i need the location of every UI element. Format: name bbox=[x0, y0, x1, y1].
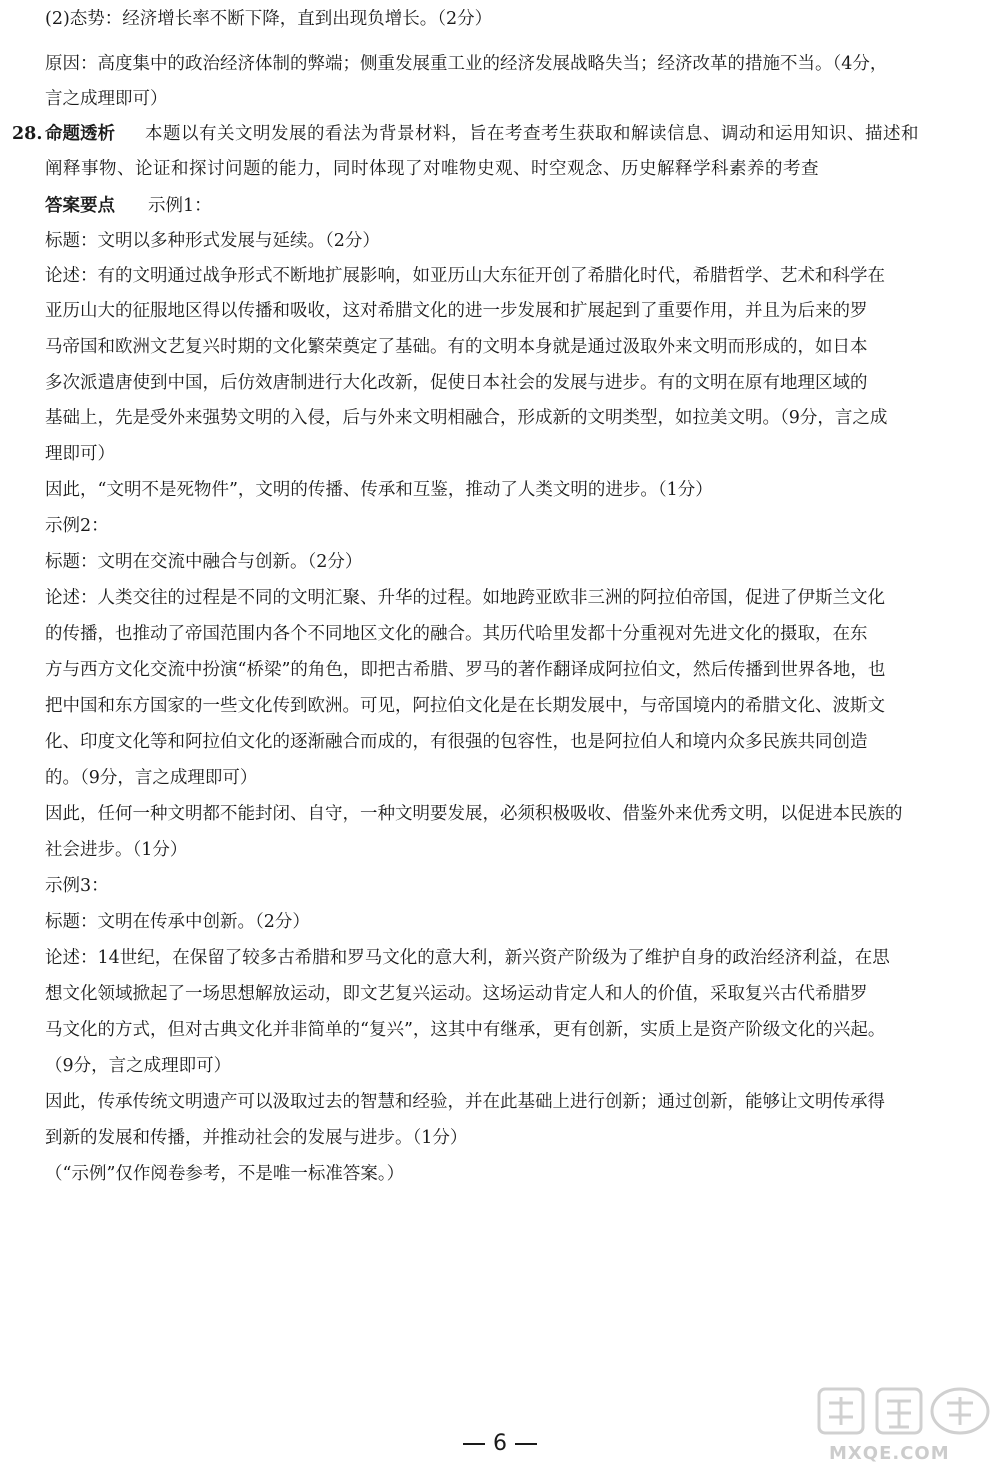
dash-right bbox=[515, 1443, 537, 1445]
text-line: 基础上，先是受外来强势文明的入侵，后与外来文明相融合，形成新的文明类型，如拉美文明。（9分，言之成 bbox=[45, 408, 888, 428]
text-line: （9分，言之成理即可） bbox=[45, 1056, 232, 1076]
text-line: 因此，“文明不是死物件”，文明的传播、传承和互鉴，推动了人类文明的进步。（1分） bbox=[45, 480, 713, 500]
text-line: 想文化领域掀起了一场思想解放运动，即文艺复兴运动。这场运动肯定人和人的价值，采取复兴古代希腊罗 bbox=[45, 984, 868, 1004]
dash-left bbox=[463, 1443, 485, 1445]
text-line: 论述：14世纪，在保留了较多古希腊和罗马文化的意大利，新兴资产阶级为了维护自身的政治经济利益，在思 bbox=[45, 948, 890, 968]
text-line: 标题：文明以多种形式发展与延续。（2分） bbox=[45, 231, 380, 251]
text-line: 原因：高度集中的政治经济体制的弊端；侧重发展重工业的经济发展战略失当；经济改革的措施不当。（4分， bbox=[45, 54, 888, 74]
text-line: 论述：有的文明通过战争形式不断地扩展影响，如亚历山大东征开创了希腊化时代，希腊哲学、艺术和科学在 bbox=[45, 266, 885, 286]
text-line: 把中国和东方国家的一些文化传到欧洲。可见，阿拉伯文化是在长期发展中，与帝国境内的希腊文化、波斯文 bbox=[45, 696, 885, 716]
analysis-text: 本题以有关文明发展的看法为背景材料，旨在考查考生获取和解读信息、调动和运用知识、描述和 bbox=[145, 124, 919, 144]
text-line: 亚历山大的征服地区得以传播和吸收，这对希腊文化的进一步发展和扩展起到了重要作用，并且为后来的罗 bbox=[45, 301, 868, 321]
text-line: 因此，传承传统文明遗产可以汲取过去的智慧和经验，并在此基础上进行创新；通过创新，能够让文明传承得 bbox=[45, 1092, 885, 1112]
text-line: 化、印度文化等和阿拉伯文化的逐渐融合而成的，有很强的包容性，也是阿拉伯人和境内众多民族共同创造 bbox=[45, 732, 868, 752]
analysis-text: 阐释事物、论证和探讨问题的能力，同时体现了对唯物史观、时空观念、历史解释学科素养的考查 bbox=[45, 159, 819, 179]
text-line: 的传播，也推动了帝国范围内各个不同地区文化的融合。其历代哈里发都十分重视对先进文化的摄取，在东 bbox=[45, 624, 868, 644]
watermark-logo-icon bbox=[815, 1383, 995, 1441]
text-line: (2)态势：经济增长率不断下降，直到出现负增长。（2分） bbox=[45, 9, 493, 29]
text-line: 标题：文明在传承中创新。（2分） bbox=[45, 912, 310, 932]
analysis-label: 命题透析 bbox=[45, 124, 115, 144]
example-heading: 示例2： bbox=[45, 516, 109, 536]
text-line: 因此，任何一种文明都不能封闭、自守，一种文明要发展，必须积极吸收、借鉴外来优秀文明，以促进本民族的 bbox=[45, 804, 903, 824]
text-line: 方与西方文化交流中扮演“桥梁”的角色，即把古希腊、罗马的著作翻译成阿拉伯文，然后传播到世界各地，也 bbox=[45, 660, 886, 680]
watermark bbox=[815, 1383, 995, 1473]
text-line: 理即可） bbox=[45, 444, 115, 464]
answer-label: 答案要点 bbox=[45, 196, 115, 216]
example-heading: 示例1： bbox=[148, 196, 212, 216]
question-number: 28. bbox=[12, 124, 43, 144]
text-line: 论述：人类交往的过程是不同的文明汇聚、升华的过程。如地跨亚欧非三洲的阿拉伯帝国，促进了伊斯兰文化 bbox=[45, 588, 885, 608]
text-line: 到新的发展和传播，并推动社会的发展与进步。（1分） bbox=[45, 1128, 468, 1148]
text-line: 标题：文明在交流中融合与创新。（2分） bbox=[45, 552, 363, 572]
text-line: 的。（9分，言之成理即可） bbox=[45, 768, 258, 788]
example-heading: 示例3： bbox=[45, 876, 109, 896]
watermark-url: MXQE.COM bbox=[829, 1443, 950, 1464]
page-number-value: 6 bbox=[493, 1431, 507, 1456]
text-line: 马帝国和欧洲文艺复兴时期的文化繁荣奠定了基础。有的文明本身就是通过汲取外来文明而形成的，如日本 bbox=[45, 337, 868, 357]
text-line: 多次派遣唐使到中国，后仿效唐制进行大化改新，促使日本社会的发展与进步。有的文明在原有地理区域的 bbox=[45, 373, 868, 393]
text-line: 社会进步。（1分） bbox=[45, 840, 188, 860]
text-line: 马文化的方式，但对古典文化并非简单的“复兴”，这其中有继承，更有创新，实质上是资产阶级文化的兴起。 bbox=[45, 1020, 886, 1040]
text-line: 言之成理即可） bbox=[45, 89, 168, 109]
text-line: （“示例”仅作阅卷参考，不是唯一标准答案。） bbox=[45, 1164, 405, 1184]
